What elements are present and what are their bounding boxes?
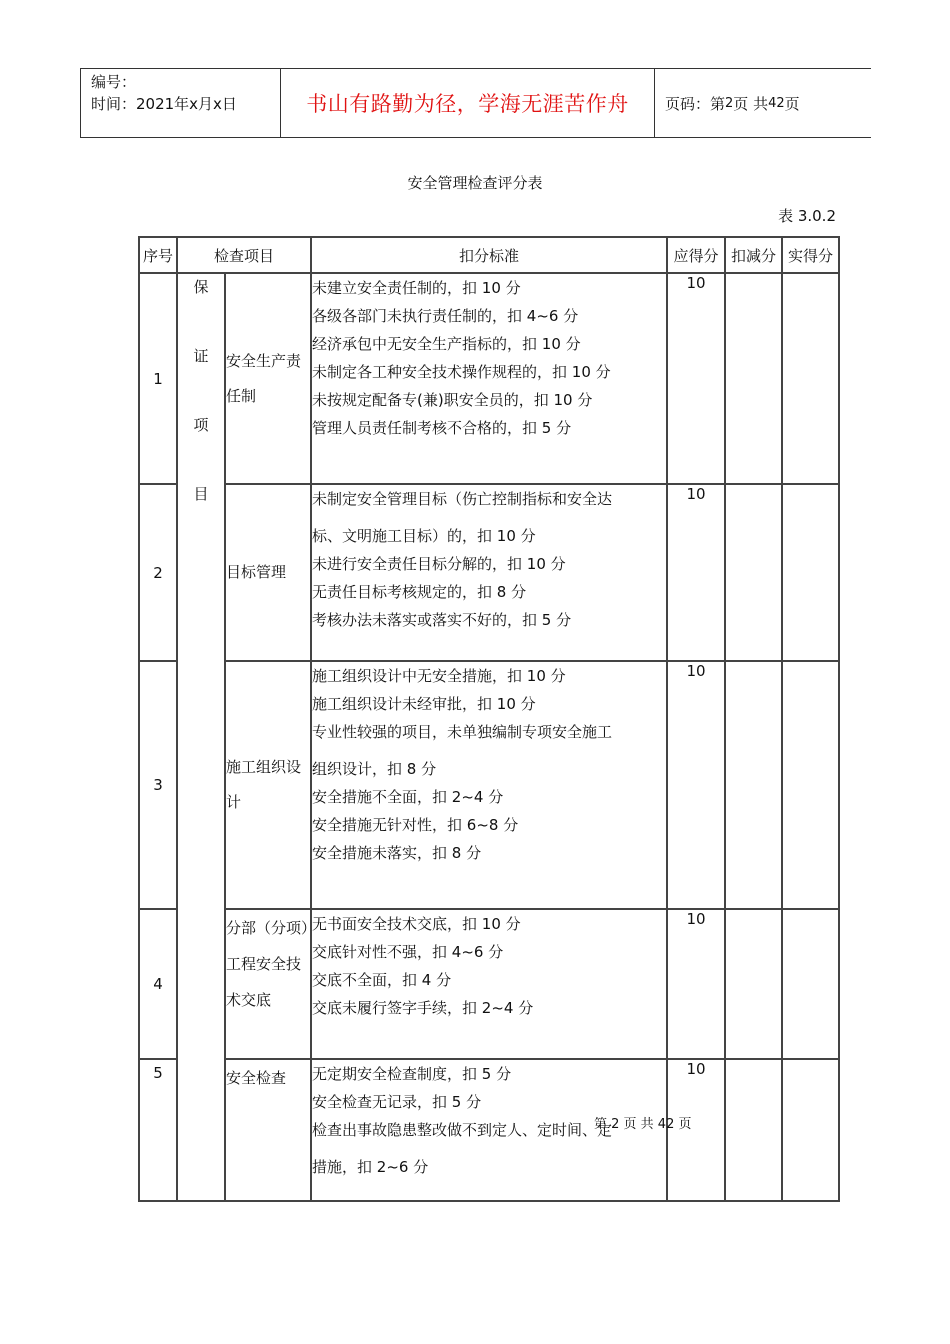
table-row [139, 484, 839, 661]
page-code-cell [655, 69, 871, 137]
criterion-line: 未按规定配备专(兼)职安全员的，扣 10 分 [312, 391, 593, 409]
criterion-line: 未制定各工种安全技术操作规程的，扣 10 分 [312, 363, 611, 381]
criterion-line: 施工组织设计中无安全措施，扣 10 分 [312, 667, 566, 685]
header-meta-cell [81, 69, 281, 137]
category-char: 证 [193, 347, 209, 365]
row-deduct-score[interactable] [725, 484, 782, 661]
row-item: 安全生产责任制 [225, 273, 311, 484]
row-seq: 4 [139, 909, 177, 1059]
row-due-score: 10 [667, 273, 725, 484]
criterion-line: 措施，扣 2~6 分 [312, 1158, 429, 1176]
row-due-score: 10 [667, 909, 725, 1059]
row-seq: 3 [139, 661, 177, 909]
page-prefix: 页码：第 [665, 94, 726, 113]
table-row [139, 661, 839, 909]
table-header-row [139, 237, 839, 273]
row-item: 目标管理 [225, 484, 311, 661]
criterion-line: 交底未履行签字手续，扣 2~4 分 [312, 999, 534, 1017]
page-footer: 第 2 页 共 42 页 [594, 1117, 692, 1132]
row-item: 施工组织设计 [225, 661, 311, 909]
row-deduct-score[interactable] [725, 661, 782, 909]
row-item: 安全检查 [225, 1059, 311, 1201]
row-actual-score[interactable] [782, 909, 839, 1059]
row-seq: 2 [139, 484, 177, 661]
row-criteria [311, 909, 667, 1059]
row-deduct-score[interactable] [725, 273, 782, 484]
criterion-line: 管理人员责任制考核不合格的，扣 5 分 [312, 419, 572, 437]
row-seq: 1 [139, 273, 177, 484]
table-row [139, 909, 839, 1059]
table-row [139, 273, 839, 484]
row-criteria [311, 273, 667, 484]
criterion-line: 考核办法未落实或落实不好的，扣 5 分 [312, 611, 572, 629]
row-due-score: 10 [667, 484, 725, 661]
row-criteria [311, 661, 667, 909]
row-deduct-score[interactable] [725, 909, 782, 1059]
criterion-line: 未进行安全责任目标分解的，扣 10 分 [312, 555, 566, 573]
row-due-score: 10 [667, 661, 725, 909]
header-deduct: 扣减分 [725, 237, 782, 273]
row-criteria [311, 484, 667, 661]
header-seq: 序号 [139, 237, 177, 273]
row-seq: 5 [139, 1059, 177, 1201]
category-guarantee [177, 273, 225, 1201]
category-char: 保 [193, 278, 209, 296]
criterion-line: 无书面安全技术交底，扣 10 分 [312, 915, 521, 933]
page-total: 42 [768, 95, 785, 111]
criterion-line: 组织设计，扣 8 分 [312, 760, 437, 778]
document-title: 安全管理检查评分表 [407, 174, 543, 192]
header-criteria: 扣分标准 [311, 237, 667, 273]
criterion-line: 安全措施未落实，扣 8 分 [312, 844, 482, 862]
page-mid: 页 共 [733, 94, 769, 113]
time-label: 时间：2021年x月x日 [91, 95, 237, 113]
row-actual-score[interactable] [782, 273, 839, 484]
row-due-score: 10 [667, 1059, 725, 1201]
criterion-line: 标、文明施工目标）的，扣 10 分 [312, 527, 536, 545]
row-actual-score[interactable] [782, 484, 839, 661]
criterion-line: 安全检查无记录，扣 5 分 [312, 1093, 482, 1111]
criterion-line: 未建立安全责任制的，扣 10 分 [312, 279, 521, 297]
criterion-line: 无责任目标考核规定的，扣 8 分 [312, 583, 527, 601]
criterion-line: 经济承包中无安全生产指标的，扣 10 分 [312, 335, 581, 353]
criterion-line: 交底不全面，扣 4 分 [312, 971, 452, 989]
category-char: 目 [193, 485, 209, 503]
page-current: 2 [725, 95, 734, 111]
table-number: 表 3.0.2 [778, 207, 836, 225]
table-row [139, 1059, 839, 1201]
motto-text: 书山有路勤为径，学海无涯苦作舟 [306, 92, 629, 116]
criterion-line: 检查出事故隐患整改做不到定人、定时间、定 [312, 1121, 613, 1139]
row-actual-score[interactable] [782, 1059, 839, 1201]
serial-label: 编号： [91, 73, 137, 91]
scoring-table [138, 236, 840, 1202]
category-char: 项 [193, 416, 209, 434]
criterion-line: 施工组织设计未经审批，扣 10 分 [312, 695, 536, 713]
criterion-line: 专业性较强的项目，未单独编制专项安全施工 [312, 723, 613, 741]
row-actual-score[interactable] [782, 661, 839, 909]
criterion-line: 安全措施不全面，扣 2~4 分 [312, 788, 504, 806]
header-due: 应得分 [667, 237, 725, 273]
criterion-line: 安全措施无针对性，扣 6~8 分 [312, 816, 519, 834]
criterion-line: 交底针对性不强，扣 4~6 分 [312, 943, 504, 961]
criterion-line: 无定期安全检查制度，扣 5 分 [312, 1065, 512, 1083]
criterion-line: 未制定安全管理目标（伤亡控制指标和安全达 [312, 490, 613, 508]
row-deduct-score[interactable] [725, 1059, 782, 1201]
header-actual: 实得分 [782, 237, 839, 273]
row-item: 分部（分项）工程安全技术交底 [225, 909, 311, 1059]
header-item: 检查项目 [177, 237, 311, 273]
page-suffix: 页 [784, 94, 800, 113]
document-header [80, 68, 871, 138]
criterion-line: 各级各部门未执行责任制的，扣 4~6 分 [312, 307, 579, 325]
motto-cell [281, 69, 655, 137]
